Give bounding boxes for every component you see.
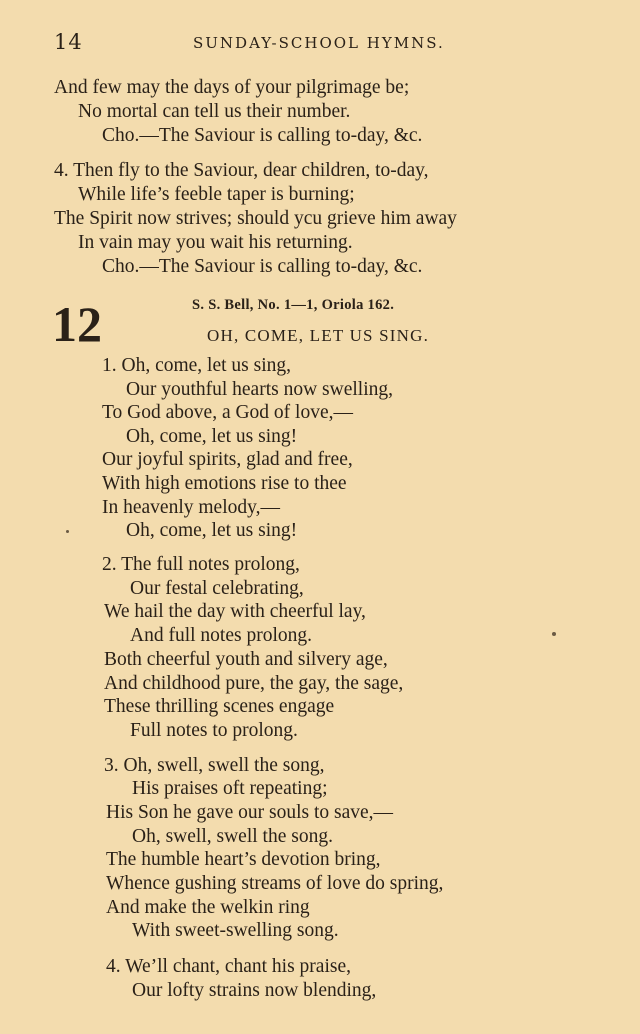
verse-line: In heavenly melody,— xyxy=(102,497,280,518)
verse-line: In vain may you wait his returning. xyxy=(78,232,353,253)
verse-line: Full notes to prolong. xyxy=(130,720,298,741)
verse-line: These thrilling scenes engage xyxy=(104,696,335,717)
verse-line: His praises oft repeating; xyxy=(132,778,328,799)
verse-line: Oh, swell, swell the song. xyxy=(132,826,333,847)
verse-line: With high emotions rise to thee xyxy=(102,473,347,494)
verse-line: Both cheerful youth and silvery age, xyxy=(104,649,388,670)
verse-line: While life’s feeble taper is burning; xyxy=(78,184,355,205)
page-number: 14 xyxy=(54,30,83,54)
verse-line: 4. Then fly to the Saviour, dear children, to-day, xyxy=(54,160,429,181)
hymn-title: OH, COME, LET US SING. xyxy=(207,326,430,345)
verse-line: Oh, come, let us sing! xyxy=(126,520,298,541)
hymn-number: 12 xyxy=(52,296,102,352)
verse-line: And few may the days of your pilgrimage be; xyxy=(54,77,410,98)
verse-line: Whence gushing streams of love do spring, xyxy=(106,873,444,894)
verse-line: Our youthful hearts now swelling, xyxy=(126,379,394,400)
verse-line: We hail the day with cheerful lay, xyxy=(104,601,366,622)
hymn-source: S. S. Bell, No. 1—1, Oriola 162. xyxy=(192,297,395,313)
chorus-line: Cho.—The Saviour is calling to-day, &c. xyxy=(102,256,423,277)
verse-line: 2. The full notes prolong, xyxy=(102,554,300,575)
verse-line: Oh, come, let us sing! xyxy=(126,426,298,447)
paper-speck xyxy=(66,530,69,533)
verse-line: The Spirit now strives; should ycu grieve him away xyxy=(54,208,457,229)
paper-speck xyxy=(552,632,556,636)
verse-line: No mortal can tell us their number. xyxy=(78,101,351,122)
verse-line: Our lofty strains now blending, xyxy=(132,980,377,1001)
verse-line: To God above, a God of love,— xyxy=(102,402,353,423)
verse-line: His Son he gave our souls to save,— xyxy=(106,802,394,823)
verse-line: And make the welkin ring xyxy=(106,897,310,918)
verse-line: 1. Oh, come, let us sing, xyxy=(102,355,292,376)
chorus-line: Cho.—The Saviour is calling to-day, &c. xyxy=(102,125,423,146)
verse-line: 3. Oh, swell, swell the song, xyxy=(104,755,325,776)
verse-line: And full notes prolong. xyxy=(130,625,312,646)
verse-line: Our joyful spirits, glad and free, xyxy=(102,449,353,470)
verse-line: And childhood pure, the gay, the sage, xyxy=(104,673,404,694)
verse-line: 4. We’ll chant, chant his praise, xyxy=(106,956,351,977)
verse-line: The humble heart’s devotion bring, xyxy=(106,849,381,870)
verse-line: Our festal celebrating, xyxy=(130,578,304,599)
verse-line: With sweet-swelling song. xyxy=(132,920,339,941)
running-title: SUNDAY-SCHOOL HYMNS. xyxy=(193,34,445,52)
